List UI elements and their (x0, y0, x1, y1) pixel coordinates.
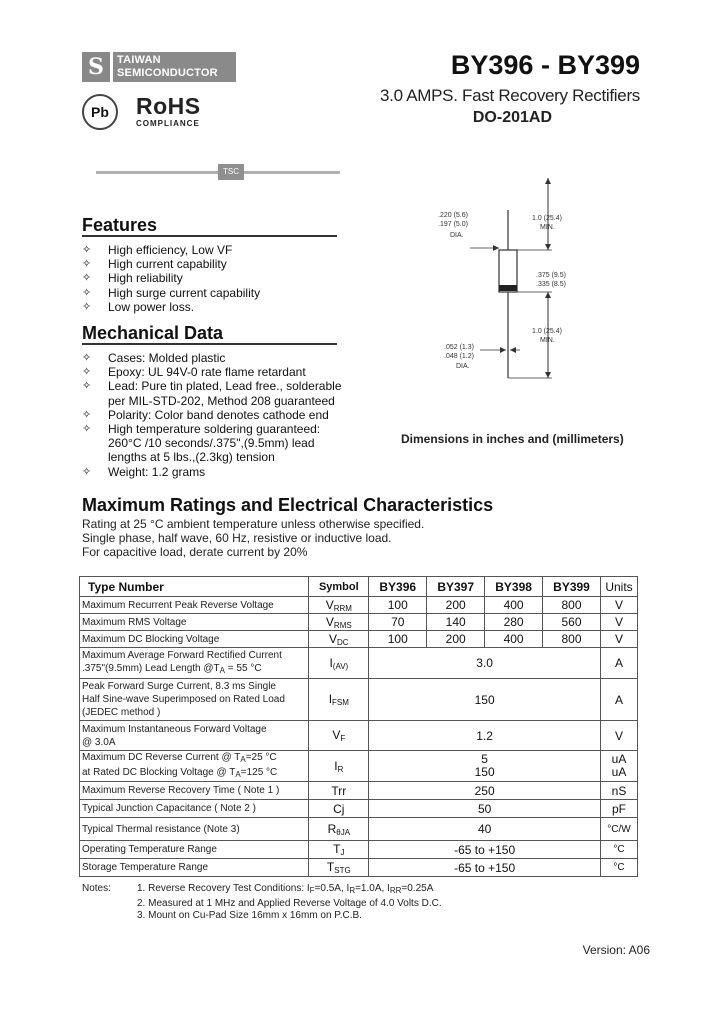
table-header-row (80, 577, 638, 597)
mechanical-item: ✧ Polarity: Color band denotes cathode end (82, 408, 412, 422)
table-row (80, 648, 638, 679)
symbol-cell (309, 751, 369, 782)
value-cell: -65 to +150 (369, 841, 601, 859)
dim-label: .052 (1.3) (444, 344, 474, 351)
unit-line: uA (611, 752, 627, 766)
unit-cell (600, 751, 637, 782)
table-row (80, 782, 638, 800)
symbol-text: T (333, 842, 341, 856)
features-heading: Features (82, 215, 158, 235)
dim-label: .220 (5.6) (438, 212, 468, 219)
value-cell: 280 (485, 614, 543, 631)
col-header-by397: BY397 (427, 577, 485, 597)
param-line: Maximum Instantaneous Forward Voltage (82, 723, 267, 735)
lead-free-badge: Pb (82, 94, 118, 130)
value-cell: 1.2 (369, 721, 601, 751)
param-line (82, 751, 306, 766)
value-cell: 200 (427, 597, 485, 614)
param-text: Maximum DC Reverse Current @ T (82, 752, 241, 763)
symbol-cell (309, 859, 369, 877)
symbol-text: I (334, 758, 338, 773)
symbol-cell: Trr (309, 782, 369, 800)
diode-body-illustration: TSC (218, 164, 244, 180)
symbol-sub: DC (337, 637, 349, 647)
symbol-sub: STG (334, 866, 351, 875)
mechanical-item: lengths at 5 lbs.,(2.3kg) tension (108, 450, 275, 465)
value-cell: 150 (369, 679, 601, 721)
unit-cell: V (600, 597, 637, 614)
value-cell: 100 (369, 597, 427, 614)
unit-cell: pF (600, 800, 637, 818)
symbol-cell (309, 614, 369, 631)
value-cell (369, 751, 601, 782)
dim-label: DIA. (456, 363, 470, 370)
symbol-cell: Cj (309, 800, 369, 818)
note-sub: RR (389, 886, 402, 895)
col-header-symbol: Symbol (309, 577, 369, 597)
symbol-sub: RMS (333, 620, 352, 630)
features-divider (82, 235, 337, 237)
param-cell: Maximum Recurrent Peak Reverse Voltage (80, 597, 309, 614)
ratings-table (79, 576, 638, 877)
param-text: =125 °C (240, 767, 278, 778)
symbol-text: T (326, 860, 335, 874)
notes-section (82, 883, 442, 923)
feature-item: ✧ High efficiency, Low VF (82, 243, 412, 257)
arrow-icon (545, 244, 551, 250)
param-cell (80, 679, 309, 721)
unit-cell: °C (600, 859, 637, 877)
dim-label: 1.0 (25.4) (532, 328, 562, 335)
dim-label: MIN. (540, 224, 555, 231)
param-cell (80, 721, 309, 751)
feature-item: ✧ High current capability (82, 257, 412, 271)
table-row (80, 841, 638, 859)
mechanical-item: ✧ High temperature soldering guaranteed: (82, 422, 412, 436)
param-line: (JEDEC method ) (82, 707, 161, 718)
arrow-icon (510, 347, 516, 353)
unit-cell: °C/W (600, 818, 637, 841)
table-row (80, 800, 638, 818)
cathode-band (499, 285, 517, 291)
dim-label: 1.0 (25.4) (532, 215, 562, 222)
note-text: =0.25A (401, 883, 434, 894)
dim-label: MIN. (540, 337, 555, 344)
mechanical-item: per MIL-STD-202, Method 208 guaranteed (108, 393, 335, 408)
dim-label: .048 (1.2) (444, 353, 474, 360)
symbol-cell (309, 721, 369, 751)
arrow-icon (493, 245, 499, 251)
symbol-text: R (327, 821, 337, 836)
value-cell: 50 (369, 800, 601, 818)
param-cell: Maximum RMS Voltage (80, 614, 309, 631)
symbol-sub: J (340, 848, 345, 857)
mechanical-item: ✧ Weight: 1.2 grams (82, 465, 412, 479)
ratings-heading: Maximum Ratings and Electrical Characteristics (82, 495, 494, 515)
note-text: =0.5A, I (314, 883, 350, 894)
note-sub: F (309, 886, 315, 895)
ratings-note: Single phase, half wave, 60 Hz, resistive or inductive load. (82, 531, 392, 545)
value-cell: 800 (543, 631, 601, 648)
symbol-cell (309, 679, 369, 721)
value-line: 5 (481, 752, 488, 766)
features-list (82, 243, 412, 314)
note-line: 3. Mount on Cu-Pad Size 16mm x 16mm on P.C.B. (137, 910, 362, 921)
symbol-cell (309, 648, 369, 679)
col-header-by396: BY396 (369, 577, 427, 597)
arrow-icon (500, 347, 506, 353)
rohs-logo: RoHS (136, 93, 201, 119)
symbol-text: V (329, 631, 338, 646)
symbol-cell (309, 841, 369, 859)
value-cell: -65 to +150 (369, 859, 601, 877)
param-line (82, 662, 306, 677)
version-label: Version: A06 (582, 943, 650, 957)
dim-label: .197 (5.0) (438, 221, 468, 228)
logo-mark: S (82, 52, 110, 82)
param-line: Half Sine-wave Superimposed on Rated Load (82, 694, 285, 705)
param-cell: Maximum Reverse Recovery Time ( Note 1 ) (80, 782, 309, 800)
symbol-text: I (328, 692, 333, 706)
dim-label: DIA. (450, 232, 464, 239)
symbol-text: V (325, 597, 334, 612)
table-row (80, 679, 638, 721)
mechanical-item: ✧ Cases: Molded plastic (82, 351, 412, 365)
symbol-sub: RRM (333, 603, 352, 613)
symbol-sub: R (337, 764, 344, 774)
arrow-icon (545, 292, 551, 298)
unit-cell: V (600, 631, 637, 648)
mechanical-heading: Mechanical Data (82, 323, 224, 343)
note-line (82, 883, 442, 898)
company-name-line1: TAIWAN (117, 54, 161, 66)
value-cell: 800 (543, 597, 601, 614)
col-header-type: Type Number (80, 577, 309, 597)
dim-label: .375 (9.5) (536, 272, 566, 279)
param-sub: A (219, 666, 226, 675)
param-line: Peak Forward Surge Current, 8.3 ms Single (82, 681, 276, 692)
value-line: 150 (474, 765, 495, 779)
param-cell (80, 648, 309, 679)
company-name (113, 52, 236, 82)
value-cell: 200 (427, 631, 485, 648)
mechanical-item: ✧ Epoxy: UL 94V-0 rate flame retardant (82, 365, 412, 379)
dim-label: .335 (8.5) (536, 281, 566, 288)
col-header-units: Units (600, 577, 637, 597)
symbol-sub: FSM (332, 698, 349, 707)
value-cell: 40 (369, 818, 601, 841)
arrow-icon (545, 178, 551, 184)
table-row (80, 751, 638, 782)
table-row (80, 818, 638, 841)
company-logo (82, 52, 236, 82)
symbol-text: V (325, 614, 334, 629)
unit-cell: V (600, 721, 637, 751)
symbol-cell (309, 631, 369, 648)
param-text: = 55 °C (225, 663, 262, 674)
rohs-compliance-text: COMPLIANCE (136, 119, 200, 128)
param-sub: A (235, 770, 241, 779)
param-cell: Maximum DC Blocking Voltage (80, 631, 309, 648)
param-sub: A (240, 755, 246, 764)
feature-item: ✧ Low power loss. (82, 300, 412, 314)
value-cell: 3.0 (369, 648, 601, 679)
value-cell: 400 (485, 597, 543, 614)
param-cell: Typical Junction Capacitance ( Note 2 ) (80, 800, 309, 818)
symbol-cell (309, 597, 369, 614)
table-row (80, 721, 638, 751)
param-line: @ 3.0A (82, 736, 116, 748)
feature-item: ✧ High reliability (82, 271, 412, 285)
value-cell: 560 (543, 614, 601, 631)
param-text: at Rated DC Blocking Voltage @ T (82, 767, 236, 778)
param-cell: Storage Temperature Range (80, 859, 309, 877)
arrow-icon (545, 372, 551, 378)
symbol-text: I (329, 655, 333, 670)
note-text: 1. Reverse Recovery Test Conditions: I (137, 883, 310, 894)
unit-cell: A (600, 648, 637, 679)
param-cell: Operating Temperature Range (80, 841, 309, 859)
param-line: Maximum Average Forward Rectified Current (82, 650, 282, 661)
unit-line: uA (611, 765, 627, 779)
param-text: .375"(9.5mm) Lead Length @T (82, 663, 220, 674)
page-subtitle: 3.0 AMPS. Fast Recovery Rectifiers (380, 86, 640, 105)
note-sub: R (349, 886, 356, 895)
dimension-drawing (420, 170, 620, 390)
symbol-text: V (332, 728, 341, 742)
col-header-by399: BY399 (543, 577, 601, 597)
mechanical-item: 260°C /10 seconds/.375",(9.5mm) lead (108, 436, 315, 451)
unit-cell: °C (600, 841, 637, 859)
param-text: =25 °C (245, 752, 277, 763)
mechanical-list (82, 351, 412, 479)
unit-cell: V (600, 614, 637, 631)
param-cell (80, 751, 309, 782)
value-cell: 250 (369, 782, 601, 800)
value-cell: 100 (369, 631, 427, 648)
symbol-cell (309, 818, 369, 841)
feature-item: ✧ High surge current capability (82, 286, 412, 300)
symbol-sub: (AV) (332, 661, 349, 671)
table-row (80, 859, 638, 877)
mechanical-item: ✧ Lead: Pure tin plated, Lead free., solderable (82, 379, 412, 393)
symbol-sub: F (340, 734, 346, 743)
company-name-line2: SEMICONDUCTOR (117, 67, 218, 79)
param-cell: Typical Thermal resistance (Note 3) (80, 818, 309, 841)
mechanical-divider (82, 343, 337, 345)
note-line: 2. Measured at 1 MHz and Applied Reverse Voltage of 4.0 Volts D.C. (137, 897, 442, 909)
value-cell: 400 (485, 631, 543, 648)
table-row (80, 597, 638, 614)
unit-cell: nS (600, 782, 637, 800)
notes-label: Notes: (82, 883, 111, 894)
unit-cell: A (600, 679, 637, 721)
package-name: DO-201AD (472, 109, 552, 126)
table-row (80, 614, 638, 631)
col-header-by398: BY398 (485, 577, 543, 597)
param-line (82, 766, 306, 781)
dimensions-caption: Dimensions in inches and (millimeters) (401, 432, 624, 446)
ratings-note: Rating at 25 °C ambient temperature unless otherwise specified. (82, 517, 425, 531)
value-cell: 70 (369, 614, 427, 631)
value-cell: 140 (427, 614, 485, 631)
table-row (80, 631, 638, 648)
symbol-sub: θJA (336, 827, 351, 837)
ratings-note: For capacitive load, derate current by 20% (82, 545, 308, 559)
note-text: =1.0A, I (355, 883, 390, 894)
page-title: BY396 - BY399 (450, 50, 640, 80)
